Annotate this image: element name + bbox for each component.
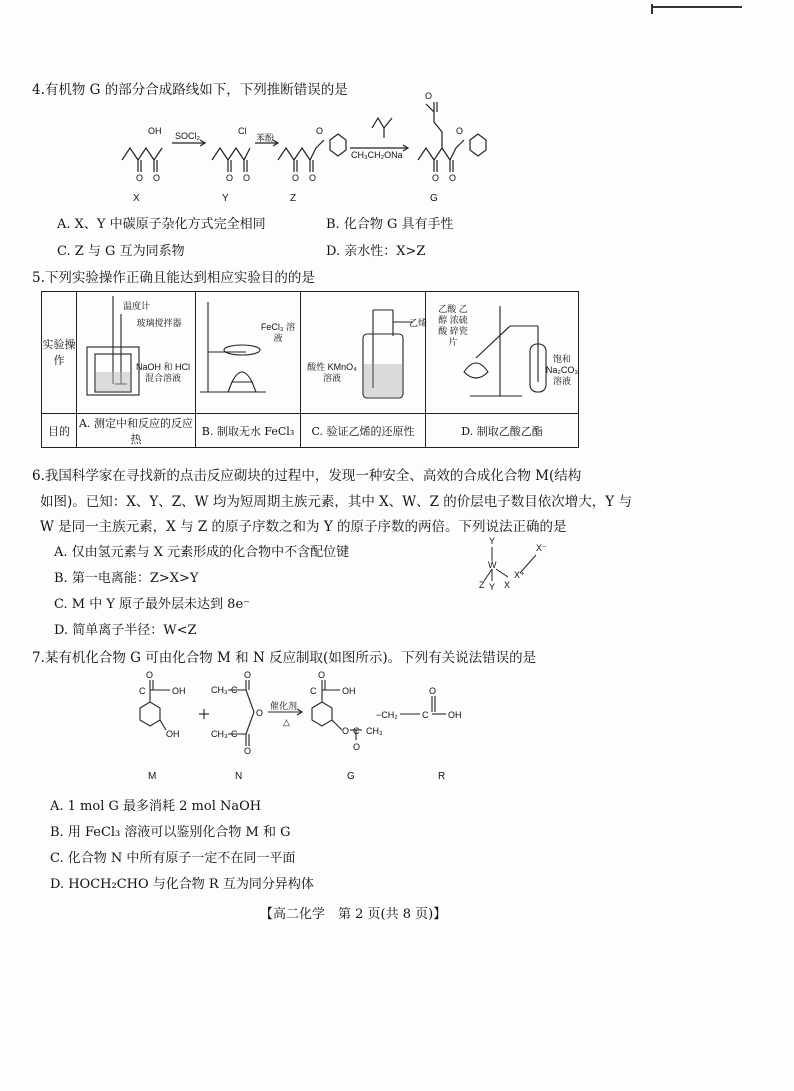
svg-text:−CH₂: −CH₂ — [376, 710, 398, 720]
svg-text:C: C — [231, 685, 238, 695]
svg-text:OH: OH — [342, 686, 356, 696]
q7-option-b: B. 用 FeCl₃ 溶液可以鉴别化合物 M 和 G — [50, 825, 291, 840]
q7-label-m: M — [148, 771, 157, 782]
q4-option-b: B. 化合物 G 具有手性 — [326, 217, 454, 232]
q6-stem-line2: 如图)。已知：X、Y、Z、W 均为短周期主族元素，其中 X、W、Z 的价层电子数目依次增大，Y 与 — [40, 494, 632, 510]
x-oh-label: OH — [148, 126, 162, 136]
svg-text:O: O — [292, 173, 300, 183]
q5-stem: 5.下列实验操作正确且能达到相应实验目的的是 — [32, 270, 315, 286]
svg-text:O: O — [318, 670, 326, 680]
q6-stem-line1: 6.我国科学家在寻找新的点击反应砌块的过程中，发现一种安全、高效的合成化合物 M(结构 — [32, 468, 582, 484]
svg-text:X⁻: X⁻ — [536, 543, 547, 553]
q6-stem-line3: W 是同一主族元素，X 与 Z 的原子序数之和为 Y 的原子序数的两倍。下列说法正确的是 — [40, 519, 567, 535]
svg-text:O: O — [432, 173, 440, 183]
svg-text:C: C — [310, 686, 317, 696]
svg-text:O: O — [244, 670, 252, 680]
svg-text:OH: OH — [172, 686, 186, 696]
svg-text:△: △ — [283, 717, 290, 727]
q6-structure-m — [470, 535, 560, 595]
q5-experiment-table — [41, 291, 579, 448]
q6-option-b: B. 第一电离能：Z>X>Y — [54, 571, 199, 586]
svg-text:CH₃: CH₃ — [211, 685, 228, 695]
q4-reagent-socl2: SOCl₂ — [175, 131, 200, 141]
svg-text:O: O — [353, 742, 361, 752]
svg-text:C: C — [422, 710, 429, 720]
q7-option-d: D. HOCH₂CHO 与化合物 R 互为同分异构体 — [50, 877, 314, 892]
q7-label-g: G — [347, 771, 355, 782]
q6-option-a: A. 仅由氢元素与 X 元素形成的化合物中不含配位键 — [54, 545, 350, 560]
svg-text:O: O — [456, 126, 464, 136]
q4-label-y: Y — [222, 193, 229, 204]
evaporation-setup-icon — [196, 292, 300, 414]
q5-row-header-purpose: 目的 — [42, 414, 77, 448]
gas-washing-bottle-icon — [301, 292, 425, 414]
q5-purpose-d: D. 制取乙酸乙酯 — [426, 414, 579, 448]
q5-purpose-c: C. 验证乙烯的还原性 — [301, 414, 426, 448]
q5-purpose-b: B. 制取无水 FeCl₃ — [196, 414, 301, 448]
svg-text:O: O — [342, 726, 350, 736]
svg-text:CH₃: CH₃ — [366, 726, 383, 736]
svg-text:CH₃: CH₃ — [211, 729, 228, 739]
q4-option-a: A. X、Y 中碳原子杂化方式完全相同 — [57, 217, 266, 232]
svg-text:O: O — [429, 686, 437, 696]
svg-text:C: C — [353, 726, 360, 736]
svg-text:C: C — [139, 686, 146, 696]
corner-mark-tick — [651, 4, 653, 14]
y-cl-label: Cl — [238, 126, 247, 136]
q5-cell-b-apparatus: FeCl₃ 溶液 — [196, 292, 301, 414]
q4-reagent-etona: CH₃CH₂ONa — [351, 150, 403, 160]
svg-text:OH: OH — [166, 729, 180, 739]
q5-cell-d-apparatus: 乙酸 乙醇 浓硫酸 碎瓷片 饱和 Na₂CO₃ 溶液 — [426, 292, 579, 414]
svg-text:C: C — [231, 729, 238, 739]
svg-text:O: O — [243, 173, 251, 183]
q7-option-a: A. 1 mol G 最多消耗 2 mol NaOH — [50, 799, 262, 814]
svg-text:Y: Y — [489, 582, 496, 592]
svg-text:Y: Y — [489, 536, 496, 546]
svg-text:W: W — [488, 560, 497, 570]
corner-mark — [652, 6, 742, 8]
q5-cell-a-apparatus: 温度计 玻璃搅拌器 NaOH 和 HCl 混合溶液 — [77, 292, 196, 414]
svg-text:O: O — [425, 91, 433, 101]
q5-cell-c-apparatus: 乙烯 酸性 KMnO₄ 溶液 — [301, 292, 426, 414]
q5-row-header-operation: 实验操作 — [42, 292, 77, 414]
svg-text:O: O — [146, 670, 154, 680]
q4-label-g: G — [430, 193, 438, 204]
svg-text:O: O — [309, 173, 317, 183]
page-footer: 【高二化学 第 2 页(共 8 页)】 — [260, 907, 447, 922]
svg-text:X: X — [504, 580, 511, 590]
svg-text:O: O — [136, 173, 144, 183]
q4-label-x: X — [133, 193, 140, 204]
q6-option-d: D. 简单离子半径：W<Z — [54, 623, 197, 638]
svg-text:O: O — [153, 173, 161, 183]
svg-text:Z: Z — [479, 580, 485, 590]
q7-stem: 7.某有机化合物 G 可由化合物 M 和 N 反应制取(如图所示)。下列有关说法错误的是 — [32, 650, 537, 666]
q7-reaction-scheme — [0, 665, 794, 765]
svg-text:O: O — [316, 126, 324, 136]
svg-text:OH: OH — [448, 710, 462, 720]
svg-text:O: O — [244, 746, 252, 756]
svg-text:X⁺: X⁺ — [514, 570, 525, 580]
q7-label-n: N — [235, 771, 243, 782]
q4-option-d: D. 亲水性：X>Z — [326, 244, 426, 259]
q4-stem: 4.有机物 G 的部分合成路线如下，下列推断错误的是 — [32, 82, 348, 98]
q5-purpose-a: A. 测定中和反应的反应热 — [77, 414, 196, 448]
svg-text:O: O — [256, 708, 264, 718]
q4-option-c: C. Z 与 G 互为同系物 — [57, 244, 185, 259]
q6-option-c: C. M 中 Y 原子最外层未达到 8e⁻ — [54, 597, 250, 612]
q4-label-z: Z — [290, 193, 297, 204]
svg-text:O: O — [449, 173, 457, 183]
q7-catalyst: 催化剂 — [270, 701, 298, 711]
q4-reagent-phenol: 苯酚 — [256, 133, 275, 143]
svg-text:O: O — [226, 173, 234, 183]
q7-label-r: R — [438, 771, 446, 782]
q7-option-c: C. 化合物 N 中所有原子一定不在同一平面 — [50, 851, 296, 866]
